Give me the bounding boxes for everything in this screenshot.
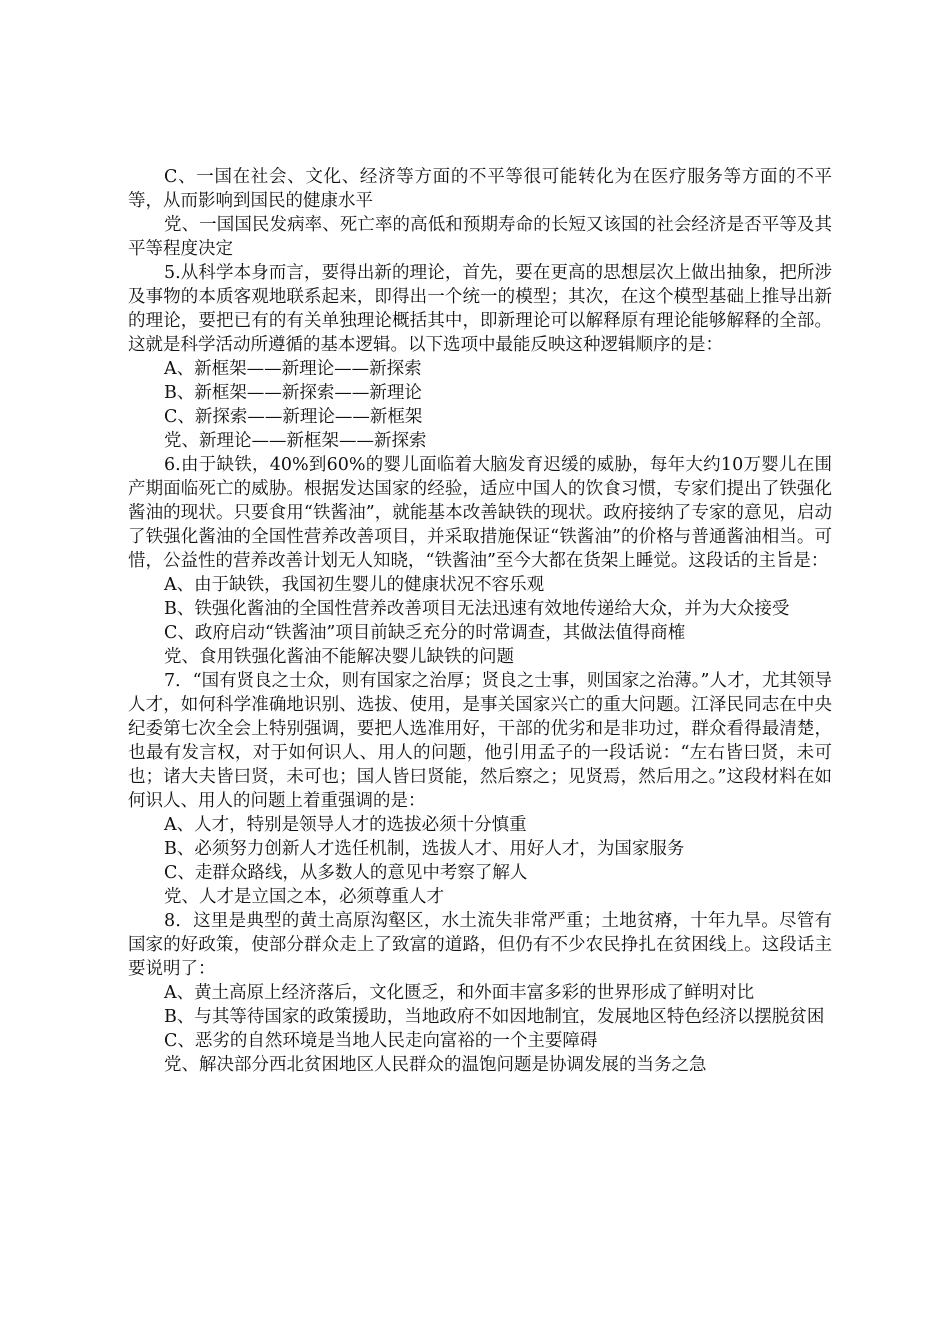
option-a-q8: A、黄土高原上经济落后，文化匮乏，和外面丰富多彩的世界形成了鲜明对比 <box>164 983 755 1003</box>
option-b-q7: B、必须努力创新人才选任机制，选拔人才、用好人才，为国家服务 <box>164 839 685 859</box>
option-c-q5: C、新探索——新理论——新框架 <box>164 407 423 427</box>
question-5: 5.从科学本身而言，要得出新的理论，首先，要在更高的思想层次上做出抽象，把所涉及事物的本质客观地联系起来，即得出一个统一的模型；其次，在这个模型基础上推导出新的理论，要把已有的有关单独理论概括其中，即新理论可以解释原有理论能够解释的全部。这就是科学活动所遵循的基本逻辑。以下选项中最能反映这种逻辑顺序的是： <box>128 263 832 355</box>
option-c-q7: C、走群众路线，从多数人的意见中考察了解人 <box>164 863 528 883</box>
option-d-q5: 党、新理论——新框架——新探索 <box>164 431 427 451</box>
option-a-q6: A、由于缺铁，我国初生婴儿的健康状况不容乐观 <box>164 575 545 595</box>
document-body <box>128 165 832 1077</box>
option-b-q5: B、新框架——新探索——新理论 <box>164 383 422 403</box>
question-7: 7．“国有贤良之士众，则有国家之治厚；贤良之士事，则国家之治薄。”人才，尤其领导人才，如何科学准确地识别、选拔、使用，是事关国家兴亡的重大问题。江泽民同志在中央纪委第七次全会上特别强调，要把人选准用好，干部的优劣和是非功过，群众看得最清楚，也最有发言权，对于如何识人、用人的问题，他引用孟子的一段话说：“左右皆曰贤，未可也；诸大夫皆曰贤，未可也；国人皆曰贤能，然后察之；见贤焉，然后用之。”这段材料在如何识人、用人的问题上着重强调的是： <box>128 671 832 811</box>
option-d-q7: 党、人才是立国之本，必须尊重人才 <box>164 887 444 907</box>
option-a-q5: A、新框架——新理论——新探索 <box>164 359 422 379</box>
option-d-q4: 党、一国国民发病率、死亡率的高低和预期寿命的长短又该国的社会经济是否平等及其平等程度决定 <box>128 215 832 259</box>
option-b-q8: B、与其等待国家的政策援助，当地政府不如因地制宜，发展地区特色经济以摆脱贫困 <box>164 1007 825 1027</box>
question-6: 6.由于缺铁，40%到60%的婴儿面临着大脑发育迟缓的威胁，每年大约10万婴儿在围产期面临死亡的威胁。根据发达国家的经验，适应中国人的饮食习惯，专家们提出了铁强化酱油的现状。只要食用“铁酱油”，就能基本改善缺铁的现状。政府接纳了专家的意见，启动了铁强化酱油的全国性营养改善项目，并采取措施保证“铁酱油”的价格与普通酱油相当。可惜，公益性的营养改善计划无人知晓，“铁酱油”至今大都在货架上睡觉。这段话的主旨是： <box>128 455 832 571</box>
option-d-q8: 党、解决部分西北贫困地区人民群众的温饱问题是协调发展的当务之急 <box>164 1055 707 1075</box>
option-c-q4: C、一国在社会、文化、经济等方面的不平等很可能转化为在医疗服务等方面的不平等，从而影响到国民的健康水平 <box>128 167 832 211</box>
option-d-q6: 党、食用铁强化酱油不能解决婴儿缺铁的问题 <box>164 647 514 667</box>
option-b-q6: B、铁强化酱油的全国性营养改善项目无法迅速有效地传递给大众，并为大众接受 <box>164 599 790 619</box>
question-8: 8．这里是典型的黄土高原沟壑区，水土流失非常严重；土地贫瘠，十年九旱。尽管有国家的好政策，使部分群众走上了致富的道路，但仍有不少农民挣扎在贫困线上。这段话主要说明了： <box>128 911 832 979</box>
option-c-q8: C、恶劣的自然环境是当地人民走向富裕的一个主要障碍 <box>164 1031 598 1051</box>
option-c-q6: C、政府启动“铁酱油”项目前缺乏充分的时常调查，其做法值得商榷 <box>164 623 686 643</box>
option-a-q7: A、人才，特别是领导人才的选拔必须十分慎重 <box>164 815 527 835</box>
